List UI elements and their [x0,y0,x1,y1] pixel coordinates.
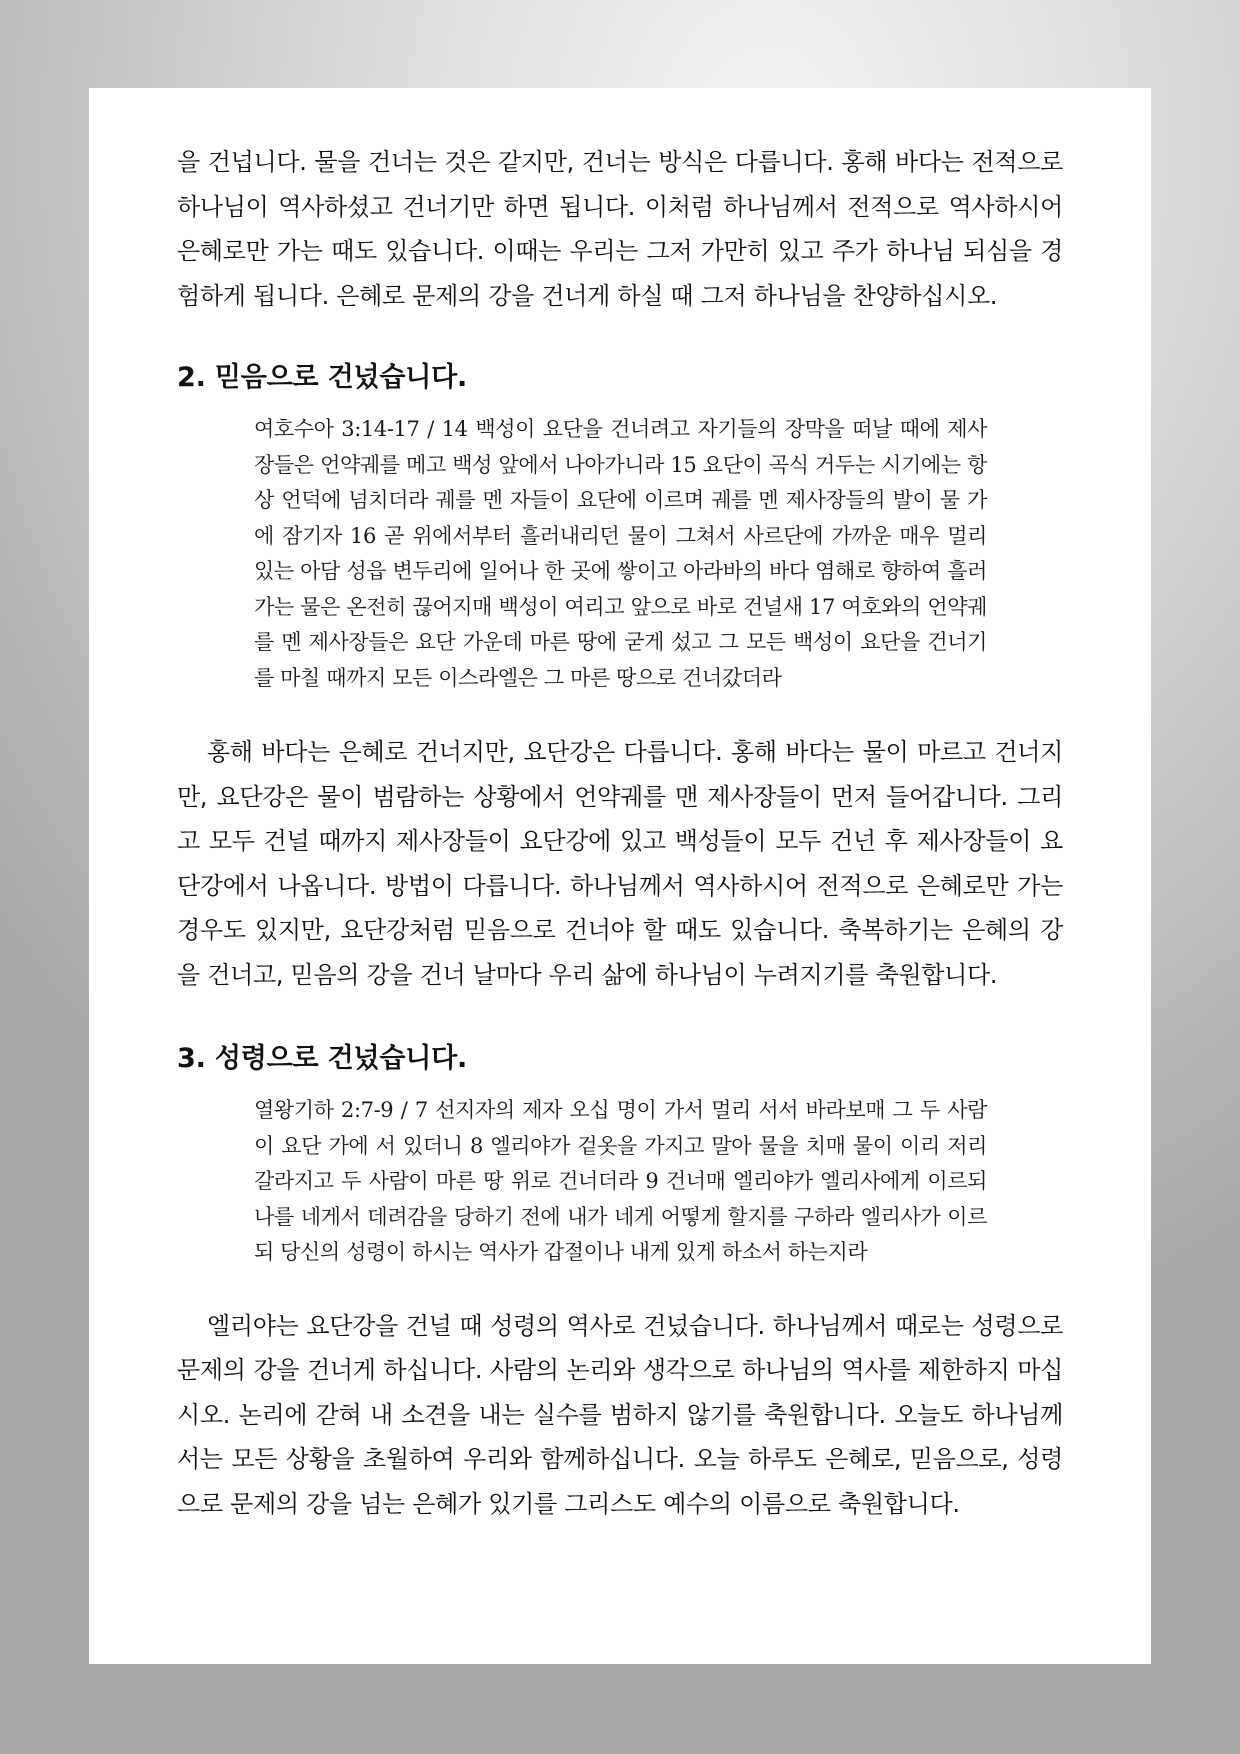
intro-paragraph: 을 건넙니다. 물을 건너는 것은 같지만, 건너는 방식은 다릅니다. 홍해 바다는 전적으로 하나님이 역사하셨고 건너기만 하면 됩니다. 이처럼 하나님께서 전적으로 역사하시어 은혜로만 가는 때도 있습니다. 이때는 우리는 그저 가만히 있고 주가 하나님 되심을 경험하게 됩니다. 은혜로 문제의 강을 건너게 하실 때 그저 하나님을 찬양하십시오. [177,148,1063,310]
scripture-quote-joshua: 여호수아 3:14-17 / 14 백성이 요단을 건너려고 자기들의 장막을 떠날 때에 제사장들은 언약궤를 메고 백성 앞에서 나아가니라 15 요단이 곡식 거두는 시기에는 항상 언덕에 넘치더라 궤를 멘 자들이 요단에 이르며 궤를 멘 제사장들의 발이 물 가에 잠기자 16 곧 위에서부터 흘러내리던 물이 그쳐서 사르단에 가까운 매우 멀리 있는 아담 성읍 변두리에 일어나 한 곳에 쌓이고 아라바의 바다 염해로 향하여 흘러가는 물은 온전히 끊어지매 백성이 여리고 앞으로 바로 건널새 17 여호와의 언약궤를 멘 제사장들은 요단 가운데 마른 땅에 굳게 섰고 그 모든 백성이 요단을 건너기를 마칠 때까지 모든 이스라엘은 그 마른 땅으로 건너갔더라 [254,417,987,690]
section-2-heading: 2. 믿음으로 건넜습니다. [177,362,468,393]
section-3-paragraph: 엘리야는 요단강을 건널 때 성령의 역사로 건넜습니다. 하나님께서 때로는 성령으로 문제의 강을 건너게 하십니다. 사람의 논리와 생각으로 하나님의 역사를 제한하지 마십시오. 논리에 갇혀 내 소견을 내는 실수를 범하지 않기를 축원합니다. 오늘도 하나님께서는 모든 상황을 초월하여 우리와 함께하십니다. 오늘 하루도 은혜로, 믿음으로, 성령으로 문제의 강을 넘는 은혜가 있기를 그리스도 예수의 이름으로 축원합니다. [177,1311,1063,1518]
section-2-paragraph: 홍해 바다는 은혜로 건너지만, 요단강은 다릅니다. 홍해 바다는 물이 마르고 건너지만, 요단강은 물이 범람하는 상황에서 언약궤를 맨 제사장들이 먼저 들어갑니다. 그리고 모두 건널 때까지 제사장들이 요단강에 있고 백성들이 모두 건넌 후 제사장들이 요단강에서 나옵니다. 방법이 다릅니다. 하나님께서 역사하시어 전적으로 은혜로만 가는 경우도 있지만, 요단강처럼 믿음으로 건너야 할 때도 있습니다. 축복하기는 은혜의 강을 건너고, 믿음의 강을 건너 날마다 우리 삶에 하나님이 누려지기를 축원합니다. [177,738,1063,989]
scripture-quote-kings: 열왕기하 2:7-9 / 7 선지자의 제자 오십 명이 가서 멀리 서서 바라보매 그 두 사람이 요단 가에 서 있더니 8 엘리야가 겉옷을 가지고 말아 물을 치매 물이 이리 저리 갈라지고 두 사람이 마른 땅 위로 건너더라 9 건너매 엘리야가 엘리사에게 이르되 나를 네게서 데려감을 당하기 전에 내가 네게 어떻게 할지를 구하라 엘리사가 이르되 당신의 성령이 하시는 역사가 갑절이나 내게 있게 하소서 하는지라 [254,1098,987,1264]
section-3-heading: 3. 성령으로 건넜습니다. [177,1043,468,1074]
document-page [89,88,1151,1664]
